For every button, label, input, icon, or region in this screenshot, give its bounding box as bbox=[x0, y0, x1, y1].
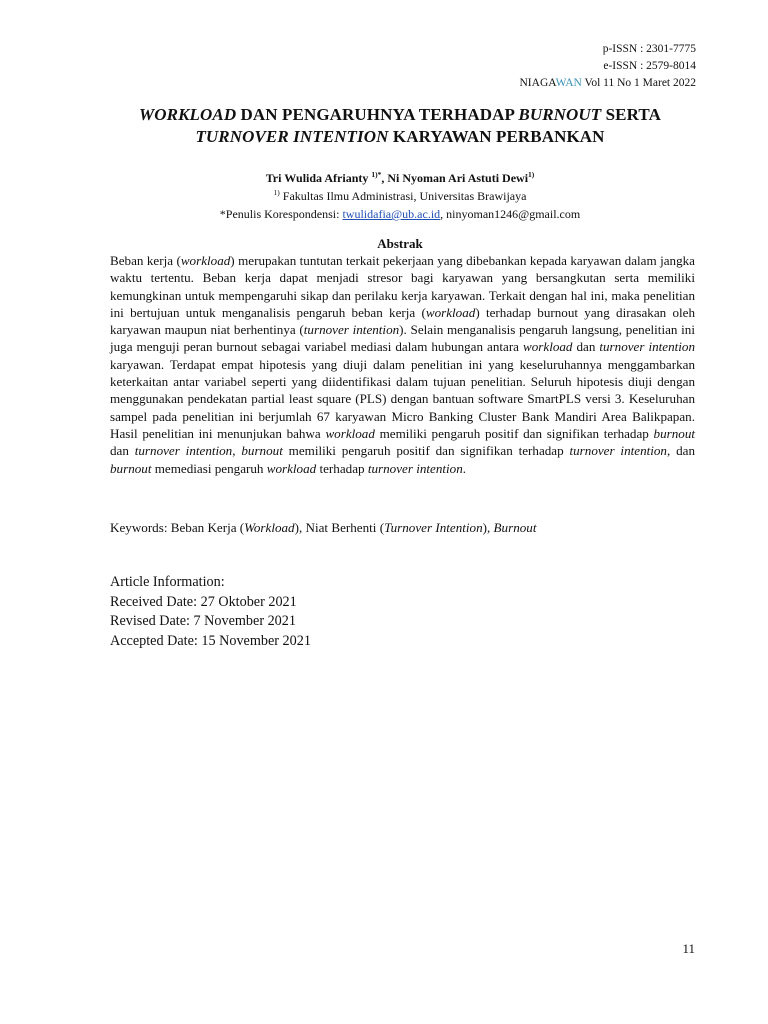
abstract-text: memiliki pengaruh positif dan signifikan terhadap bbox=[374, 425, 654, 441]
abstract-heading: Abstrak bbox=[377, 236, 423, 251]
correspondent-label: *Penulis Korespondensi: bbox=[219, 207, 343, 221]
title-line-2 bbox=[100, 126, 700, 148]
title-text-3: KARYAWAN PERBANKAN bbox=[388, 127, 605, 146]
keywords-italic: Turnover Intention bbox=[384, 520, 483, 535]
author-2-sup: 1) bbox=[528, 170, 535, 179]
abstract-italic: burnout bbox=[653, 425, 695, 441]
abstract-text: memediasi pengaruh bbox=[151, 460, 267, 476]
abstract-italic: turnover intention bbox=[569, 443, 667, 459]
received-date: Received Date: 27 Oktober 2021 bbox=[110, 593, 297, 610]
keywords-text: Keywords: Beban Kerja ( bbox=[110, 520, 245, 535]
abstract-italic: turnover intention bbox=[303, 322, 400, 338]
abstract-text: terhadap bbox=[316, 460, 368, 476]
paper-title bbox=[100, 104, 700, 148]
author-block bbox=[100, 169, 700, 223]
abstract-italic: workload bbox=[266, 460, 317, 476]
affiliation bbox=[100, 187, 700, 205]
author-2: , Ni Nyoman Ari Astuti Dewi bbox=[381, 171, 529, 185]
abstract-text: , dan bbox=[666, 443, 696, 459]
journal-issue-line bbox=[520, 75, 697, 92]
abstract-italic: burnout bbox=[241, 443, 283, 459]
journal-issue: Vol 11 No 1 Maret 2022 bbox=[581, 77, 696, 89]
correspondence bbox=[100, 205, 700, 223]
title-text-1: DAN PENGARUHNYA TERHADAP bbox=[236, 105, 519, 124]
journal-name-part2: WAN bbox=[555, 77, 582, 89]
title-text-2: SERTA bbox=[601, 105, 661, 124]
abstract-text: ). Selain menganalisis pengaruh langsung, penelitian ini juga menguji peran burnout sebagai variabel mediasi dalam hubungan antara bbox=[110, 322, 695, 355]
abstract-text: . bbox=[462, 460, 467, 476]
revised-date: Revised Date: 7 November 2021 bbox=[110, 613, 296, 629]
abstract-text: ) terhadap burnout yang dirasakan oleh karyawan maupun niat berhentinya ( bbox=[110, 304, 696, 338]
abstract-italic: workload bbox=[325, 425, 375, 441]
author-1-sup: 1)* bbox=[371, 170, 382, 179]
keywords-line bbox=[110, 519, 695, 536]
accepted-date: Accepted Date: 15 November 2021 bbox=[110, 632, 311, 649]
abstract-italic: burnout bbox=[110, 460, 152, 476]
abstract-italic: workload bbox=[523, 339, 573, 355]
abstract-italic: turnover intention bbox=[599, 339, 696, 355]
keywords-italic: Workload bbox=[244, 520, 295, 535]
abstract-italic: turnover intention bbox=[367, 460, 463, 476]
article-information bbox=[110, 573, 311, 651]
abstract-text: memiliki pengaruh positif dan signifikan terhadap bbox=[282, 443, 570, 459]
pissn-text: p-ISSN : 2301-7775 bbox=[602, 43, 696, 55]
title-italic-burnout: BURNOUT bbox=[518, 105, 602, 124]
page-number: 11 bbox=[682, 941, 695, 956]
journal-header bbox=[520, 41, 697, 92]
journal-name-part1: NIAGA bbox=[519, 77, 556, 89]
eissn-text: e-ISSN : 2579-8014 bbox=[603, 60, 696, 72]
abstract-text: dan bbox=[572, 339, 600, 355]
keywords-text: ), bbox=[482, 520, 494, 535]
abstract-text: dan bbox=[110, 443, 135, 459]
abstract-italic: turnover intention bbox=[134, 443, 233, 459]
affiliation-text: Fakultas Ilmu Administrasi, Universitas Brawijaya bbox=[279, 189, 527, 203]
title-line-1 bbox=[100, 104, 700, 126]
abstract-body bbox=[110, 252, 695, 477]
abstract-italic: workload bbox=[425, 304, 476, 320]
author-1: Tri Wulida Afrianty bbox=[265, 171, 372, 185]
abstract-text: ) merupakan tuntutan terkait pekerjaan yang dibebankan kepada karyawan dalam jangka waktu tertentu. Beban kerja dapat menjadi stresor bagi karyawan yang bersangkutan serta memiliki kemungkinan untuk mempengaruhi sikap dan perilaku kerja karyawan. Terkait dengan hal ini, maka penelitian ini bertujuan untuk menganalisis pengaruh beban kerja ( bbox=[110, 253, 695, 320]
keywords-italic: Burnout bbox=[493, 520, 537, 535]
email-link[interactable]: twulidafia@ub.ac.id bbox=[342, 207, 441, 221]
title-italic-turnover: TURNOVER INTENTION bbox=[195, 127, 389, 146]
title-italic-workload: WORKLOAD bbox=[139, 105, 237, 124]
abstract-text: Beban kerja ( bbox=[110, 253, 181, 268]
abstract-text: , bbox=[232, 443, 242, 459]
article-info-heading: Article Information: bbox=[110, 574, 225, 590]
affiliation-sup: 1) bbox=[273, 188, 280, 197]
abstract-italic: workload bbox=[180, 253, 231, 268]
author-names bbox=[100, 169, 700, 187]
email-2: , ninyoman1246@gmail.com bbox=[440, 207, 581, 221]
keywords-text: ), Niat Berhenti ( bbox=[294, 520, 385, 535]
abstract-text: karyawan. Terdapat empat hipotesis yang diuji dalam penelitian ini yang keseluruhannya menggambarkan keterkaitan antar variabel seperti yang diidentifikasi dalam tujuan penelitian. Seluruh hipotesis diuji dengan menggunakan pendekatan partial least square (PLS) dengan bantuan software SmartPLS versi 3. Keseluruhan sampel pada penelitian ini berjumlah 67 karyawan Micro Banking Cluster Bank Mandiri Area Balikpapan. Hasil penelitian ini menunjukan bahwa bbox=[110, 356, 695, 441]
